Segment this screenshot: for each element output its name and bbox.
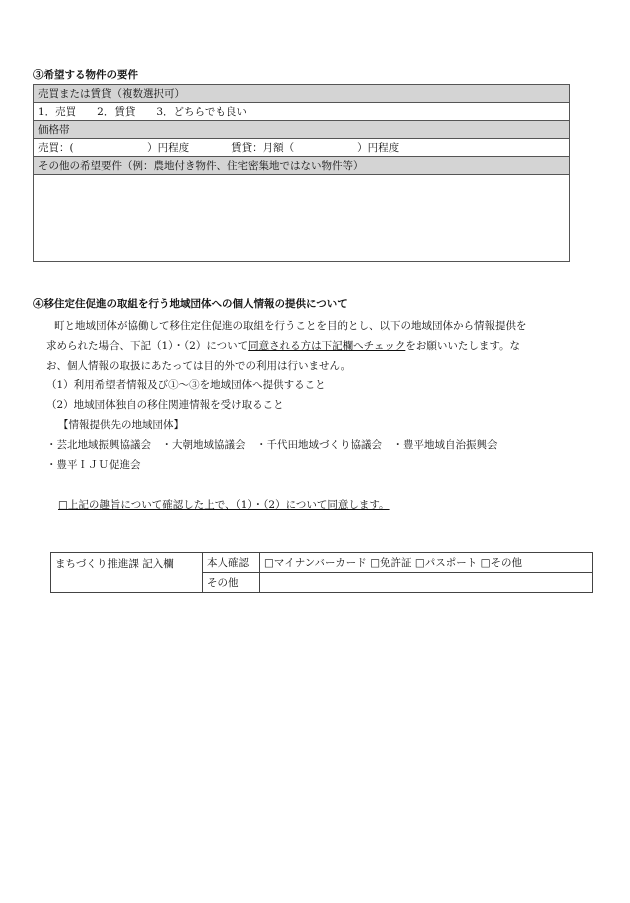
- other-requirements-header: その他の希望要件（例：農地付き物件、住宅密集地ではない物件等）: [34, 157, 569, 175]
- staff-entry-table: [50, 552, 593, 593]
- consent-item-1: （1）利用希望者情報及び①～③を地域団体へ提供すること: [46, 379, 326, 391]
- para-line-2: [46, 338, 520, 353]
- orgs-line-1: ・芸北地域振興協議会 ・大朝地域協議会 ・千代田地域づくり協議会 ・豊平地域自治振興会: [46, 439, 498, 451]
- id-check-options[interactable]: □マイナンバーカード □免許証 □パスポート □その他: [260, 553, 593, 573]
- orgs-line-2: ・豊平ＩＪＵ促進会: [46, 459, 141, 471]
- para-line-2-post: をお願いいたします。な: [405, 340, 521, 352]
- sale-or-rent-options[interactable]: 1．売買 2．賃貸 3．どちらでも良い: [34, 103, 569, 121]
- para-line-1: 町と地域団体が協働して移住定住促進の取組を行うことを目的とし、以下の地域団体から情報提供を: [54, 320, 527, 332]
- sale-or-rent-header: 売買または賃貸（複数選択可）: [34, 85, 569, 103]
- other-requirements-field[interactable]: [34, 175, 569, 261]
- consent-checkbox[interactable]: □上記の趣旨について確認した上で、（1）・（2）について同意します。: [58, 499, 390, 511]
- price-range-header: 価格帯: [34, 121, 569, 139]
- property-requirements-table: [33, 84, 570, 262]
- para-line-3: お、個人情報の取扱にあたっては目的外での利用は行いません。: [46, 360, 352, 372]
- section3-title: ③希望する物件の要件: [33, 69, 138, 81]
- para-line-2-pre: 求められた場合、下記（1）・（2）について: [46, 340, 249, 352]
- price-range-field[interactable]: 売買：( ）円程度 賃貸：月額（ ）円程度: [34, 139, 569, 157]
- other-label: その他: [203, 573, 260, 593]
- consent-item-2: （2）地域団体独自の移住関連情報を受け取ること: [46, 399, 284, 411]
- orgs-heading: 【情報提供先の地域団体】: [58, 419, 184, 431]
- section4-title: ④移住定住促進の取組を行う地域団体への個人情報の提供について: [33, 298, 348, 310]
- para-line-2-underlined: 同意される方は下記欄へチェック: [248, 340, 406, 352]
- id-check-label: 本人確認: [203, 553, 260, 573]
- staff-dept-label: まちづくり推進課 記入欄: [51, 553, 203, 593]
- other-field[interactable]: [260, 573, 593, 593]
